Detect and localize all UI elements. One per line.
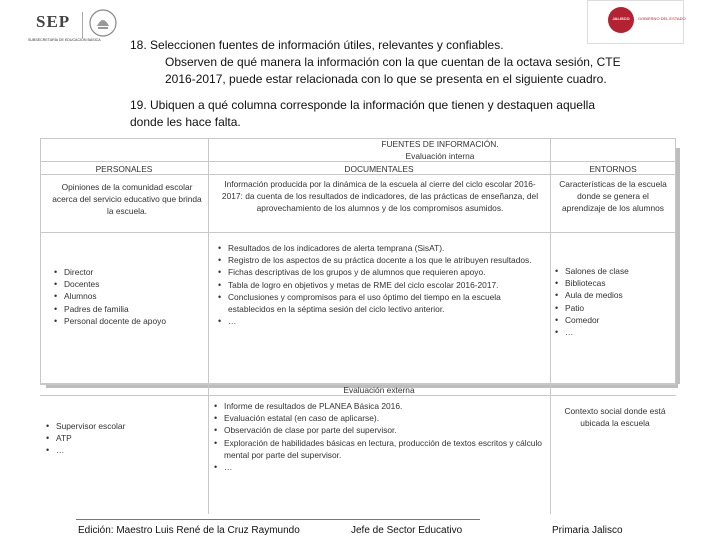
list-item: • Fichas descriptivas de los grupos y de alumnos que requieren apoyo. (218, 266, 544, 278)
documentales-description: Información producida por la dinámica de la escuela al cierre del ciclo escolar 2016-2017: da cuenta de los resultados de indicadores, de las prácticas de enseñanza, del aprovechamiento de los alumnos y de los compromisos asumidos. (221, 179, 539, 214)
documentales-list (218, 242, 544, 327)
col-header-personales: PERSONALES (95, 164, 153, 174)
list-item: • Supervisor escolar (46, 420, 204, 432)
list-item: • Evaluación estatal (en caso de aplicarse). (214, 412, 544, 424)
internal-evaluation-label: Evaluación interna (405, 151, 475, 161)
item-19-line-2: donde les hace falta. (130, 115, 241, 129)
jalisco-seal-icon (608, 7, 634, 33)
table-title: FUENTES DE INFORMACIÓN. (381, 139, 499, 149)
list-item: • Exploración de habilidades básicas en lectura, producción de textos escritos y cálculo mental por parte del supervisor. (214, 437, 544, 461)
footer-program: Primaria Jalisco (552, 525, 623, 536)
item-19-line-1: 19. Ubiquen a qué columna corresponde la información que tienen y destaquen aquella (130, 98, 595, 112)
list-item: • … (46, 444, 204, 456)
col-header-entornos: ENTORNOS (589, 164, 637, 174)
list-item: • Director (54, 266, 204, 278)
list-item: • Padres de familia (54, 303, 204, 315)
row-divider-2 (40, 232, 676, 233)
list-item: • Docentes (54, 278, 204, 290)
jalisco-tagline: GOBIERNO DEL ESTADO (638, 16, 686, 21)
list-item: • Tabla de logro en objetivos y metas de RME del ciclo escolar 2016-2017. (218, 279, 544, 291)
col-divider-2 (550, 138, 551, 514)
footer-edition: Edición: Maestro Luis René de la Cruz Raymundo (78, 525, 300, 536)
footer-divider (76, 519, 480, 520)
list-item: • Patio (555, 302, 671, 314)
list-item: • Informe de resultados de PLANEA Básica 2016. (214, 400, 544, 412)
list-item: • … (555, 326, 671, 338)
personales-list (54, 266, 204, 327)
list-item: • Resultados de los indicadores de alerta temprana (SisAT). (218, 242, 544, 254)
footer-role: Jefe de Sector Educativo (351, 525, 463, 536)
col-divider-1 (208, 138, 209, 514)
sources-table (40, 138, 676, 500)
external-documentales-list (214, 400, 544, 473)
row-divider-header (40, 161, 676, 162)
jalisco-seal-text: JALISCO (612, 16, 630, 21)
col-header-documentales: DOCUMENTALES (344, 164, 414, 174)
entornos-list (555, 265, 671, 338)
list-item: • Bibliotecas (555, 277, 671, 289)
list-item: • Conclusiones y compromisos para el uso óptimo del tiempo en la escuela establecidos en la séptima sesión del ciclo lectivo anterior. (218, 291, 544, 315)
external-personales-list (46, 420, 204, 457)
item-18-line-2: Observen de qué manera la información con la que cuentan de la octava sesión, CTE (165, 55, 621, 69)
external-evaluation-label: Evaluación externa (343, 385, 415, 395)
jalisco-logo (587, 0, 684, 44)
list-item: • ATP (46, 432, 204, 444)
sep-logo-text: SEP (36, 12, 71, 31)
logo-divider (82, 12, 83, 38)
entornos-description: Características de la escuela donde se genera el aprendizaje de los alumnos (559, 179, 667, 214)
coat-of-arms-icon (88, 8, 118, 38)
item-18-line-1: 18. Seleccionen fuentes de información útiles, relevantes y confiables. (130, 38, 504, 52)
list-item: • Observación de clase por parte del supervisor. (214, 424, 544, 436)
list-item: • Salones de clase (555, 265, 671, 277)
list-item: • … (214, 461, 544, 473)
external-entornos-description: Contexto social donde está ubicada la escuela (564, 406, 666, 429)
item-18-line-3: 2016-2017, puede estar relacionada con lo que se presenta en el siguiente cuadro. (165, 72, 607, 86)
list-item: • … (218, 315, 544, 327)
personales-description: Opiniones de la comunidad escolar acerca del servicio educativo que brinda la escuela. (52, 182, 202, 217)
list-item: • Registro de los aspectos de su práctica docente a los que le atribuyen resultados. (218, 254, 544, 266)
list-item: • Aula de medios (555, 289, 671, 301)
sep-subtitle: SUBSECRETARÍA DE EDUCACIÓN BÁSICA (28, 38, 101, 42)
list-item: • Personal docente de apoyo (54, 315, 204, 327)
list-item: • Alumnos (54, 290, 204, 302)
table-shadow-right (676, 148, 680, 384)
list-item: • Comedor (555, 314, 671, 326)
